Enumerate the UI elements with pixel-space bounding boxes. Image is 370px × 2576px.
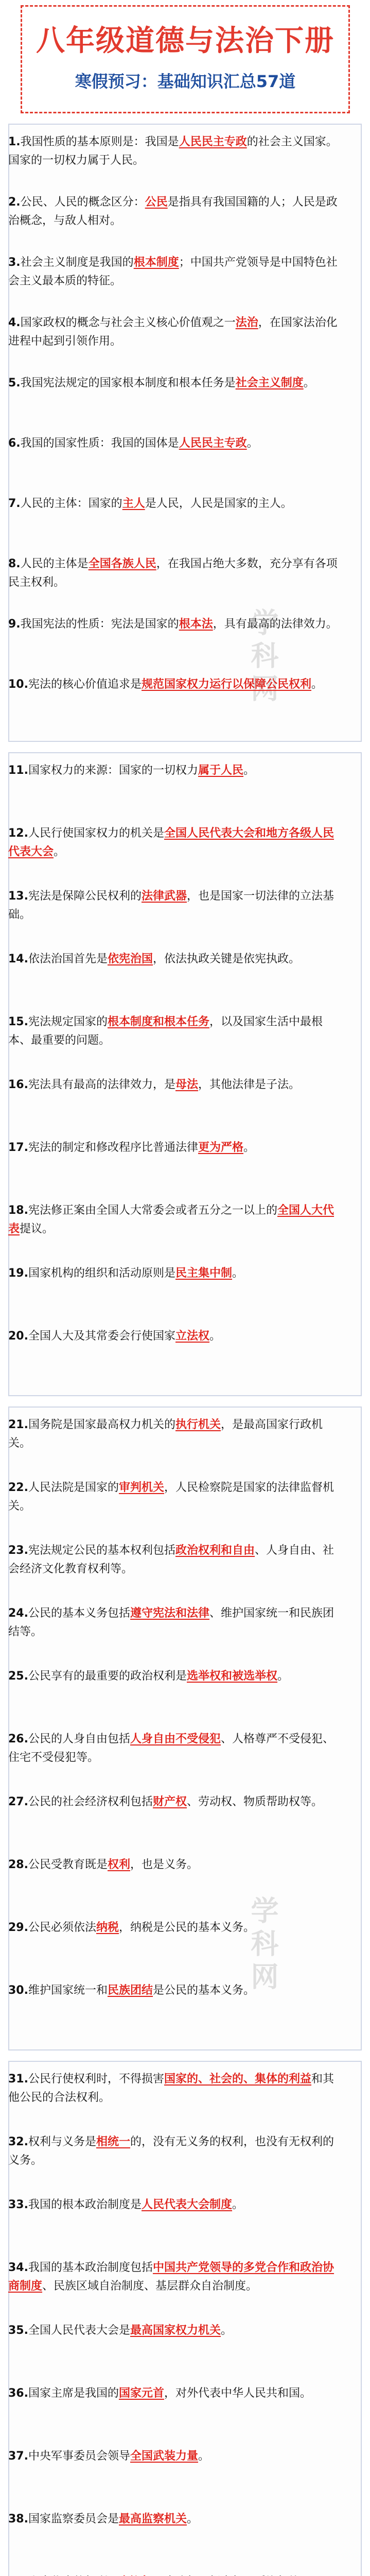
item-number: 1. <box>8 135 21 148</box>
item-text-rest: ，纳税是公民的基本义务。 <box>119 1921 255 1934</box>
item-text-rest: 提议。 <box>20 1223 54 1235</box>
item-text: 国家权力的来源：国家的一切权力 <box>28 764 198 777</box>
item-text-rest: ；中国共产党领导是中国特色社会主义最本质的特征。 <box>8 256 338 287</box>
item-number: 33. <box>8 2198 28 2211</box>
knowledge-item <box>8 1604 343 1641</box>
item-text: 宪法的核心价值追求是 <box>28 678 142 691</box>
item-text: 宪法规定国家的 <box>28 1015 108 1028</box>
item-text-rest: 、民族区域自治制度、基层群众自治制度。 <box>42 2280 258 2293</box>
item-number: 3. <box>8 256 21 269</box>
item-text: 公民、人民的概念区分： <box>20 196 145 209</box>
item-text: 国家主席是我国的 <box>28 2387 119 2400</box>
item-text-rest: 。 <box>277 1670 289 1683</box>
item-text: 人民的主体是 <box>20 557 89 570</box>
item-number: 37. <box>8 2450 28 2463</box>
item-text-rest: 。 <box>232 2198 244 2211</box>
knowledge-item <box>8 2447 343 2466</box>
item-keyword: 遵守宪法和法律 <box>130 1607 210 1620</box>
item-keyword: 政治权利和自由 <box>175 1544 255 1557</box>
item-number: 13. <box>8 890 28 903</box>
item-keyword: 规范国家权力运行以保障公民权利 <box>142 678 312 691</box>
knowledge-item <box>8 133 343 170</box>
item-text-rest: 。 <box>246 437 258 450</box>
item-text: 社会主义制度是我国的 <box>20 256 134 269</box>
item-number: 35. <box>8 2324 28 2337</box>
item-text-rest: 的社会主义国家。国家的一切权力属于人民。 <box>8 135 338 167</box>
item-keyword: 法治 <box>235 316 258 329</box>
item-number: 23. <box>8 1544 28 1557</box>
item-text-rest: 。 <box>187 2513 199 2526</box>
item-number: 27. <box>8 1795 28 1808</box>
knowledge-item <box>8 253 343 291</box>
item-number: 6. <box>8 437 21 450</box>
item-number: 21. <box>8 1418 28 1431</box>
item-text: 中央军事委员会领导 <box>28 2450 130 2463</box>
knowledge-item <box>8 434 343 453</box>
item-text-rest: ，具有最高的法律效力。 <box>213 618 338 631</box>
item-text: 我国的根本政治制度是 <box>28 2198 142 2211</box>
item-text: 宪法的制定和修改程序比普通法律 <box>28 1141 198 1154</box>
knowledge-item <box>8 1856 343 1874</box>
item-keyword: 人民民主专政 <box>179 437 247 450</box>
item-keyword: 立法权 <box>175 1330 210 1343</box>
item-keyword: 最高国家权力机关 <box>130 2324 221 2337</box>
item-text: 全国人民代表大会是 <box>28 2324 130 2337</box>
item-text-rest: 。 <box>221 2324 233 2337</box>
item-text: 国家政权的概念与社会主义核心价值观之一 <box>20 316 236 329</box>
item-text: 我国性质的基本原则是：我国是 <box>20 135 179 148</box>
item-keyword: 依宪治国 <box>108 953 153 965</box>
item-text: 国务院是国家最高权力机关的 <box>28 1418 175 1431</box>
knowledge-item <box>8 1327 343 1346</box>
item-number: 9. <box>8 618 21 631</box>
title-box <box>21 5 350 113</box>
item-keyword: 全国各族人民 <box>88 557 156 570</box>
knowledge-item <box>8 2133 343 2170</box>
knowledge-item <box>8 2196 343 2214</box>
knowledge-item <box>8 1076 343 1094</box>
knowledge-item <box>8 2321 343 2340</box>
item-keyword: 最高监察机关 <box>119 2513 187 2526</box>
page-subtitle: 寒假预习：基础知识汇总57道 <box>75 72 296 91</box>
item-keyword: 公民 <box>145 196 168 209</box>
item-number: 19. <box>8 1267 28 1280</box>
item-text-rest: 是指具有我国国籍的人；人民是政治概念，与敌人相对。 <box>8 196 338 227</box>
item-text: 人民行使国家权力的机关是 <box>28 827 164 840</box>
item-number: 36. <box>8 2387 28 2400</box>
knowledge-item <box>8 950 343 969</box>
item-keyword: 法律武器 <box>142 890 187 903</box>
item-number: 28. <box>8 1858 28 1871</box>
item-text-rest: 、劳动权、物质帮助权等。 <box>187 1795 323 1808</box>
item-text: 我国的国家性质：我国的国体是 <box>20 437 179 450</box>
item-text-rest: 是人民，人民是国家的主人。 <box>145 497 292 510</box>
item-text: 宪法修正案由全国人大常委会或者五分之一以上的 <box>28 1204 277 1217</box>
knowledge-item <box>8 1919 343 1937</box>
item-text-rest: ，是最高国家行政机关。 <box>8 1418 323 1450</box>
knowledge-item <box>8 615 343 634</box>
knowledge-item <box>8 1264 343 1283</box>
item-text: 全国人大及其常委会行使国家 <box>28 1330 175 1343</box>
item-keyword: 选举权和被选举权 <box>187 1670 278 1683</box>
item-text: 我国宪法规定的国家根本制度和根本任务是 <box>20 377 236 389</box>
item-text: 宪法具有最高的法律效力，是 <box>28 1078 175 1091</box>
item-text-rest: 是公民的基本义务。 <box>153 1984 255 1997</box>
item-text-rest: ，人民检察院是国家的法律监督机关。 <box>8 1481 334 1513</box>
item-number: 38. <box>8 2513 28 2526</box>
item-text: 我国的基本政治制度包括 <box>28 2261 153 2274</box>
item-keyword: 人民代表大会制度 <box>142 2198 233 2211</box>
knowledge-item <box>8 1201 343 1239</box>
item-text: 依法治国首先是 <box>28 953 108 965</box>
item-text-rest: 。 <box>198 2450 210 2463</box>
item-text-rest: ，在我国占绝大多数，充分享有各项民主权利。 <box>8 557 338 589</box>
item-number: 26. <box>8 1733 28 1745</box>
item-text-rest: ，依法执政关键是依宪执政。 <box>153 953 301 965</box>
knowledge-item <box>8 2070 343 2107</box>
knowledge-item <box>8 495 343 513</box>
item-number: 5. <box>8 377 21 389</box>
item-text-rest: ，在国家法治化进程中起到引领作用。 <box>8 316 338 348</box>
knowledge-item <box>8 1793 343 1811</box>
watermark-text: 学科网 <box>246 1896 279 1995</box>
item-text: 公民受教育既是 <box>28 1858 108 1871</box>
knowledge-item <box>8 2384 343 2403</box>
item-text: 宪法是保障公民权利的 <box>28 890 142 903</box>
item-keyword: 相统一 <box>96 2136 131 2148</box>
item-number: 31. <box>8 2073 28 2086</box>
item-text-rest: ，也是国家一切法律的立法基础。 <box>8 890 334 921</box>
item-keyword: 社会主义制度 <box>235 377 304 389</box>
item-keyword: 权利 <box>108 1858 131 1871</box>
item-text: 人民法院是国家的 <box>28 1481 119 1494</box>
knowledge-item <box>8 1479 343 1516</box>
item-number: 18. <box>8 1204 28 1217</box>
knowledge-item <box>8 1013 343 1050</box>
knowledge-item <box>8 1416 343 1453</box>
item-keyword: 财产权 <box>153 1795 187 1808</box>
item-text-rest: ，以及国家生活中最根本、最重要的问题。 <box>8 1015 323 1047</box>
knowledge-item <box>8 314 343 351</box>
item-number: 4. <box>8 316 21 329</box>
item-text-rest: 、人格尊严不受侵犯、住宅不受侵犯等。 <box>8 1733 334 1764</box>
item-number: 11. <box>8 764 28 777</box>
page-title: 八年级道德与法治下册 <box>36 24 334 58</box>
item-keyword: 根本制度和根本任务 <box>108 1015 210 1028</box>
item-text: 我国宪法的性质：宪法是国家的 <box>20 618 179 631</box>
item-text-rest: 。 <box>54 845 65 858</box>
item-text-rest: 。 <box>311 678 323 691</box>
item-keyword: 全国武装力量 <box>130 2450 199 2463</box>
item-number: 24. <box>8 1607 28 1620</box>
item-keyword: 执行机关 <box>175 1418 221 1431</box>
item-keyword: 根本法 <box>179 618 213 631</box>
item-text-rest: 。 <box>243 1141 255 1154</box>
knowledge-item <box>8 193 343 230</box>
item-text: 国家机构的组织和活动原则是 <box>28 1267 175 1280</box>
item-keyword: 根本制度 <box>133 256 179 269</box>
knowledge-item <box>8 1730 343 1767</box>
item-number: 15. <box>8 1015 28 1028</box>
item-number: 2. <box>8 196 21 209</box>
knowledge-item <box>8 2573 343 2576</box>
knowledge-item <box>8 1139 343 1157</box>
item-number: 12. <box>8 827 28 840</box>
knowledge-item <box>8 1981 343 2000</box>
item-number: 8. <box>8 557 21 570</box>
item-text-rest: ，对外代表中华人民共和国。 <box>164 2387 312 2400</box>
item-text: 公民行使权利时，不得损害 <box>28 2073 164 2086</box>
item-text-rest: 。 <box>232 1267 244 1280</box>
item-text: 公民享有的最重要的政治权利是 <box>28 1670 187 1683</box>
item-text-rest: ，其他法律是子法。 <box>198 1078 301 1091</box>
item-text: 公民的人身自由包括 <box>28 1733 130 1745</box>
item-keyword: 人身自由不受侵犯 <box>130 1733 221 1745</box>
watermark-text: 学科网 <box>246 608 279 707</box>
item-number: 32. <box>8 2136 28 2148</box>
item-keyword: 民族团结 <box>108 1984 153 1997</box>
item-keyword: 主人 <box>122 497 145 510</box>
item-text: 国家监察委员会是 <box>28 2513 119 2526</box>
item-text-rest: 、人身自由、社会经济文化教育权利等。 <box>8 1544 334 1575</box>
item-keyword: 属于人民 <box>198 764 244 777</box>
item-keyword: 人民民主专政 <box>179 135 247 148</box>
item-text-rest: 和其他公民的合法权利。 <box>8 2073 334 2104</box>
knowledge-item <box>8 761 343 780</box>
item-keyword: 全国人大代表 <box>8 1204 334 1235</box>
item-number: 17. <box>8 1141 28 1154</box>
knowledge-item <box>8 824 343 861</box>
item-keyword: 民主集中制 <box>175 1267 233 1280</box>
knowledge-item <box>8 2510 343 2529</box>
item-text-rest: 。 <box>209 1330 221 1343</box>
item-text-rest: 、维护国家统一和民族团结等。 <box>8 1607 334 1638</box>
item-keyword: 纳税 <box>96 1921 119 1934</box>
item-number: 30. <box>8 1984 28 1997</box>
knowledge-item <box>8 374 343 393</box>
knowledge-item <box>8 1667 343 1686</box>
item-number: 22. <box>8 1481 28 1494</box>
item-text: 人民的主体：国家的 <box>20 497 122 510</box>
item-number: 34. <box>8 2261 28 2274</box>
item-number: 29. <box>8 1921 28 1934</box>
item-keyword: 母法 <box>175 1078 199 1091</box>
item-number: 14. <box>8 953 28 965</box>
item-text-rest: 。 <box>303 377 315 389</box>
item-keyword: 中国共产党领导的多党合作和政治协商制度 <box>8 2261 334 2293</box>
knowledge-item <box>8 887 343 924</box>
item-text: 公民的社会经济权利包括 <box>28 1795 153 1808</box>
item-text: 公民必须依法 <box>28 1921 96 1934</box>
item-number: 16. <box>8 1078 28 1091</box>
knowledge-item <box>8 1541 343 1579</box>
item-text-rest: 。 <box>243 764 255 777</box>
knowledge-item <box>8 2259 343 2296</box>
item-text: 权利与义务是 <box>28 2136 96 2148</box>
item-text: 宪法规定公民的基本权利包括 <box>28 1544 175 1557</box>
item-keyword: 国家的、社会的、集体的利益 <box>164 2073 312 2086</box>
item-keyword: 更为严格 <box>198 1141 244 1154</box>
item-text-rest: 的，没有无义务的权利，也没有无权利的义务。 <box>8 2136 334 2167</box>
item-number: 25. <box>8 1670 28 1683</box>
item-number: 7. <box>8 497 21 510</box>
item-text: 公民的基本义务包括 <box>28 1607 130 1620</box>
item-keyword: 全国人民代表大会和地方各级人民代表大会 <box>8 827 334 858</box>
knowledge-item <box>8 675 343 694</box>
item-text: 维护国家统一和 <box>28 1984 108 1997</box>
knowledge-item <box>8 555 343 592</box>
item-text-rest: ，也是义务。 <box>130 1858 199 1871</box>
item-number: 20. <box>8 1330 28 1343</box>
item-number: 10. <box>8 678 28 691</box>
item-keyword: 审判机关 <box>119 1481 165 1494</box>
item-keyword: 国家元首 <box>119 2387 165 2400</box>
